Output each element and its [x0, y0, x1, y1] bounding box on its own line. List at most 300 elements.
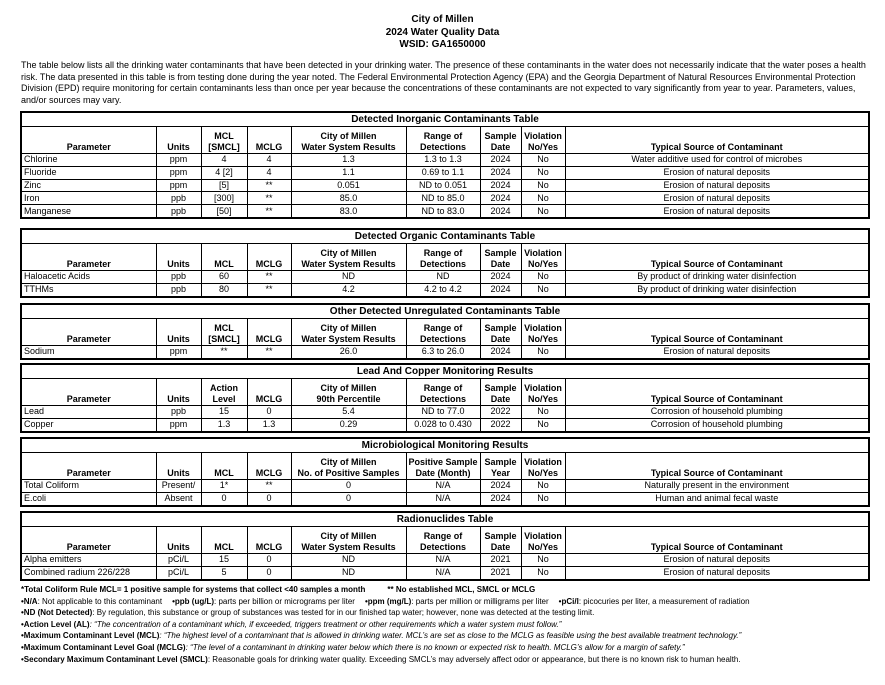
column-header-units: [156, 127, 201, 154]
ppm-term: •ppm (mg/L): [364, 596, 412, 606]
cell-parameter: Alpha emitters: [21, 554, 156, 567]
cell-mcl: [5]: [201, 179, 247, 192]
cell-results: ND: [291, 566, 406, 579]
column-header-results: [291, 127, 406, 154]
cell-violation: No: [521, 192, 565, 205]
cell-parameter: Combined radium 226/228: [21, 566, 156, 579]
column-header-line: Date: [490, 394, 511, 404]
column-header-line: Units: [167, 394, 190, 404]
cell-source: Erosion of natural deposits: [565, 205, 869, 218]
cell-results: 26.0: [291, 346, 406, 359]
column-header-line: Action: [210, 383, 238, 393]
cell-range: N/A: [406, 554, 480, 567]
cell-source: By product of drinking water disinfection: [565, 283, 869, 296]
cell-units: ppm: [156, 154, 201, 167]
column-header-line: Parameter: [66, 542, 111, 552]
note-line-5: [21, 630, 881, 642]
column-header-mclg: [247, 527, 291, 554]
column-header-line: Detections: [419, 394, 466, 404]
cell-units: ppb: [156, 283, 201, 296]
cell-source: Water additive used for control of microbes: [565, 154, 869, 167]
column-header-line: Typical Source of Contaminant: [650, 542, 783, 552]
cell-range: ND: [406, 271, 480, 284]
table-row: [21, 566, 869, 579]
cell-units: ppm: [156, 346, 201, 359]
column-header-line: Date (Month): [415, 468, 471, 478]
column-header-source: [565, 453, 869, 480]
column-header-range: [406, 527, 480, 554]
cell-range: 0.028 to 0.430: [406, 418, 480, 431]
column-header-line: Violation: [524, 248, 562, 258]
column-header-parameter: [21, 127, 156, 154]
column-header-mclg: [247, 379, 291, 406]
cell-violation: No: [521, 205, 565, 218]
cell-parameter: Copper: [21, 418, 156, 431]
cell-source: Erosion of natural deposits: [565, 566, 869, 579]
cell-results: 85.0: [291, 192, 406, 205]
cell-results: ND: [291, 554, 406, 567]
column-header-line: Date: [490, 259, 511, 269]
column-header-sample-date: [480, 244, 521, 271]
cell-range: N/A: [406, 480, 480, 493]
cell-violation: No: [521, 283, 565, 296]
column-header-line: Detections: [419, 142, 466, 152]
column-header-mcl: [201, 453, 247, 480]
column-header-violation: [521, 379, 565, 406]
column-header-line: Violation: [524, 131, 562, 141]
table-title-row: [21, 304, 869, 319]
column-header-line: Parameter: [66, 468, 111, 478]
cell-range: ND to 77.0: [406, 406, 480, 419]
al-definition: : “The concentration of a contaminant which, if exceeded, triggers treatment or other requirements which a water system must follow.”: [89, 619, 562, 629]
cell-source: Erosion of natural deposits: [565, 179, 869, 192]
cell-violation: No: [521, 346, 565, 359]
cell-parameter: Manganese: [21, 205, 156, 218]
column-header-line: No/Yes: [527, 394, 558, 404]
column-header-parameter: [21, 527, 156, 554]
note-line-6: [21, 642, 881, 654]
column-header-source: [565, 379, 869, 406]
na-term: •N/A: [21, 596, 38, 606]
cell-units: ppm: [156, 418, 201, 431]
cell-sample-date: 2024: [480, 283, 521, 296]
table-header-row: [21, 527, 869, 554]
cell-mcl: [50]: [201, 205, 247, 218]
column-header-line: Water System Results: [301, 542, 396, 552]
cell-parameter: Total Coliform: [21, 480, 156, 493]
column-header-line: [SMCL]: [208, 334, 240, 344]
table-row: [21, 406, 869, 419]
cell-mclg: **: [247, 346, 291, 359]
cell-source: Erosion of natural deposits: [565, 192, 869, 205]
table-header-row: [21, 453, 869, 480]
ppb-term: •ppb (ug/L): [172, 596, 214, 606]
cell-sample-date: 2021: [480, 566, 521, 579]
column-header-line: Sample: [484, 131, 517, 141]
column-header-range: [406, 453, 480, 480]
cell-violation: No: [521, 480, 565, 493]
column-header-sample-date: [480, 127, 521, 154]
cell-source: Erosion of natural deposits: [565, 346, 869, 359]
table-row: [21, 192, 869, 205]
table-title: Radionuclides Table: [21, 512, 869, 527]
column-header-line: MCLG: [255, 394, 283, 404]
table-row: [21, 346, 869, 359]
column-header-line: Level: [212, 394, 236, 404]
note-line-2: [21, 596, 881, 608]
table-header-row: [21, 244, 869, 271]
cell-results: ND: [291, 271, 406, 284]
column-header-line: Parameter: [66, 394, 111, 404]
column-header-units: [156, 379, 201, 406]
column-header-sample-date: [480, 527, 521, 554]
smcl-definition: : Reasonable goals for drinking water quality. Exceeding SMCL’s may adversely affect odor or appearance, but there is no known risk to human health.: [207, 654, 741, 664]
column-header-line: City of Millen: [320, 457, 377, 467]
cell-mclg: 0: [247, 406, 291, 419]
column-header-results: [291, 453, 406, 480]
cell-mclg: **: [247, 179, 291, 192]
table-title-row: [21, 438, 869, 453]
al-term: •Action Level (AL): [21, 619, 90, 629]
column-header-line: Violation: [524, 323, 562, 333]
cell-sample-date: 2024: [480, 179, 521, 192]
cell-violation: No: [521, 418, 565, 431]
table-row: [21, 554, 869, 567]
table-row: [21, 492, 869, 505]
cell-mclg: 4: [247, 154, 291, 167]
pci-definition: : picocuries per liter, a measurement of radiation: [578, 596, 750, 606]
no-mcl-note: ** No established MCL, SMCL or MCLG: [387, 585, 536, 594]
column-header-range: [406, 379, 480, 406]
column-header-source: [565, 527, 869, 554]
column-header-line: No/Yes: [527, 142, 558, 152]
column-header-line: No/Yes: [527, 542, 558, 552]
column-header-line: Violation: [524, 383, 562, 393]
column-header-line: No/Yes: [527, 468, 558, 478]
column-header-line: Typical Source of Contaminant: [650, 334, 783, 344]
column-header-line: Positive Sample: [408, 457, 478, 467]
cell-units: pCi/L: [156, 554, 201, 567]
ppb-definition: : parts per billion or micrograms per liter: [214, 596, 355, 606]
cell-range: 4.2 to 4.2: [406, 283, 480, 296]
cell-parameter: Sodium: [21, 346, 156, 359]
table-title: Other Detected Unregulated Contaminants Table: [21, 304, 869, 319]
column-header-violation: [521, 127, 565, 154]
cell-sample-date: 2024: [480, 192, 521, 205]
cell-sample-date: 2024: [480, 480, 521, 493]
cell-mcl: 4: [201, 154, 247, 167]
column-header-violation: [521, 319, 565, 346]
column-header-line: Sample: [484, 323, 517, 333]
table-row: [21, 154, 869, 167]
table-title: Detected Inorganic Contaminants Table: [21, 112, 869, 127]
column-header-results: [291, 527, 406, 554]
cell-results: 1.3: [291, 154, 406, 167]
cell-range: 1.3 to 1.3: [406, 154, 480, 167]
cell-mcl: 60: [201, 271, 247, 284]
column-header-line: Date: [490, 334, 511, 344]
cell-parameter: Lead: [21, 406, 156, 419]
cell-parameter: Haloacetic Acids: [21, 271, 156, 284]
column-header-source: [565, 127, 869, 154]
cell-results: 0: [291, 492, 406, 505]
cell-units: ppb: [156, 406, 201, 419]
table-header-row: [21, 319, 869, 346]
column-header-line: No/Yes: [527, 334, 558, 344]
column-header-line: Violation: [524, 531, 562, 541]
table-title-row: [21, 112, 869, 127]
column-header-line: MCL: [214, 131, 234, 141]
cell-results: 1.1: [291, 166, 406, 179]
cell-violation: No: [521, 566, 565, 579]
column-header-units: [156, 527, 201, 554]
cell-results: 0.29: [291, 418, 406, 431]
column-header-mcl: [201, 319, 247, 346]
cell-range: ND to 83.0: [406, 205, 480, 218]
note-line-7: [21, 654, 881, 666]
column-header-line: Range of: [423, 323, 463, 333]
column-header-range: [406, 127, 480, 154]
coliform-note: *Total Coliform Rule MCL= 1 positive sample for systems that collect <40 samples a month: [21, 585, 366, 594]
column-header-line: City of Millen: [320, 248, 377, 258]
cell-results: 0: [291, 480, 406, 493]
column-header-source: [565, 244, 869, 271]
intro-paragraph: The table below lists all the drinking water contaminants that have been detected in your drinking water. The presence of these contaminants in the water does not necessarily indicate that the water poses a health risk. The data presented in this table is from testing done during the year noted. The Federal Environmental Protection Agency (EPA) and the Georgia Department of Natural Resources Environmental Protection Division (EPD) require monitoring for certain contaminants less than once per year because the concentrations of these contaminants are not expected to vary significantly from year to year. Parameters, values, and/or sources may vary.: [21, 60, 866, 105]
note-line-4: [21, 619, 881, 631]
column-header-line: Date: [490, 542, 511, 552]
column-header-line: Units: [167, 542, 190, 552]
cell-parameter: Iron: [21, 192, 156, 205]
column-header-units: [156, 453, 201, 480]
cell-sample-date: 2022: [480, 418, 521, 431]
column-header-line: MCL: [214, 542, 234, 552]
cell-parameter: E.coli: [21, 492, 156, 505]
column-header-units: [156, 244, 201, 271]
column-header-line: Sample: [484, 248, 517, 258]
column-header-line: MCLG: [255, 334, 283, 344]
cell-violation: No: [521, 554, 565, 567]
cell-mcl: 0: [201, 492, 247, 505]
column-header-line: Sample: [484, 457, 517, 467]
column-header-mcl: [201, 244, 247, 271]
smcl-term: •Secondary Maximum Contaminant Level (SMCL): [21, 654, 208, 664]
column-header-line: MCLG: [255, 542, 283, 552]
column-header-line: Sample: [484, 383, 517, 393]
column-header-line: Violation: [524, 457, 562, 467]
cell-violation: No: [521, 271, 565, 284]
column-header-sample-date: [480, 453, 521, 480]
cell-mcl: 80: [201, 283, 247, 296]
column-header-range: [406, 244, 480, 271]
column-header-results: [291, 379, 406, 406]
column-header-mclg: [247, 244, 291, 271]
column-header-line: MCLG: [255, 259, 283, 269]
cell-units: pCi/L: [156, 566, 201, 579]
column-header-line: Parameter: [66, 334, 111, 344]
table-row: [21, 166, 869, 179]
cell-sample-date: 2021: [480, 554, 521, 567]
cell-mcl: 1*: [201, 480, 247, 493]
report-title: City of Millen: [411, 14, 474, 25]
cell-sample-date: 2024: [480, 205, 521, 218]
table-row: [21, 418, 869, 431]
cell-mclg: 1.3: [247, 418, 291, 431]
cell-parameter: Chlorine: [21, 154, 156, 167]
column-header-mclg: [247, 127, 291, 154]
column-header-line: Year: [490, 468, 511, 478]
note-line-3: [21, 607, 881, 619]
cell-source: Naturally present in the environment: [565, 480, 869, 493]
column-header-line: City of Millen: [320, 323, 377, 333]
column-header-results: [291, 244, 406, 271]
table-title: Microbiological Monitoring Results: [21, 438, 869, 453]
column-header-line: Detections: [419, 334, 466, 344]
column-header-line: City of Millen: [320, 131, 377, 141]
column-header-line: MCL: [214, 323, 234, 333]
table-row: [21, 179, 869, 192]
cell-mcl: 5: [201, 566, 247, 579]
cell-source: Human and animal fecal waste: [565, 492, 869, 505]
cell-range: 0.69 to 1.1: [406, 166, 480, 179]
cell-parameter: TTHMs: [21, 283, 156, 296]
cell-violation: No: [521, 154, 565, 167]
column-header-line: City of Millen: [320, 383, 377, 393]
na-definition: : Not applicable to this contaminant: [37, 596, 163, 606]
contaminant-table: [20, 511, 870, 581]
column-header-line: Range of: [423, 383, 463, 393]
column-header-line: Typical Source of Contaminant: [650, 142, 783, 152]
cell-mclg: **: [247, 480, 291, 493]
cell-results: 5.4: [291, 406, 406, 419]
table-header-row: [21, 127, 869, 154]
column-header-parameter: [21, 244, 156, 271]
contaminant-table: [20, 111, 870, 219]
column-header-line: Typical Source of Contaminant: [650, 394, 783, 404]
column-header-line: Sample: [484, 531, 517, 541]
table-header-row: [21, 379, 869, 406]
column-header-sample-date: [480, 319, 521, 346]
column-header-line: Detections: [419, 542, 466, 552]
column-header-results: [291, 319, 406, 346]
wsid-label: WSID: GA1650000: [399, 39, 486, 50]
cell-results: 4.2: [291, 283, 406, 296]
cell-source: By product of drinking water disinfection: [565, 271, 869, 284]
column-header-violation: [521, 527, 565, 554]
column-header-line: Units: [167, 259, 190, 269]
nd-definition: : By regulation, this substance or group of substances was tested for in our finished tap water; however, none was detected at the testing limit.: [92, 608, 595, 618]
cell-mclg: **: [247, 192, 291, 205]
cell-results: 83.0: [291, 205, 406, 218]
table-title-row: [21, 229, 869, 244]
table-title-row: [21, 364, 869, 379]
column-header-line: MCL: [214, 468, 234, 478]
contaminant-table: [20, 228, 870, 298]
cell-mclg: 0: [247, 566, 291, 579]
column-header-line: MCL: [214, 259, 234, 269]
column-header-line: Water System Results: [301, 142, 396, 152]
cell-mclg: 0: [247, 554, 291, 567]
column-header-line: Range of: [423, 531, 463, 541]
cell-parameter: Fluoride: [21, 166, 156, 179]
ppm-definition: : parts per million or milligrams per liter: [411, 596, 549, 606]
cell-units: Present/: [156, 480, 201, 493]
nd-term: •ND (Not Detected): [21, 608, 93, 618]
cell-source: Corrosion of household plumbing: [565, 418, 869, 431]
cell-mclg: **: [247, 283, 291, 296]
cell-source: Erosion of natural deposits: [565, 166, 869, 179]
cell-mcl: 1.3: [201, 418, 247, 431]
column-header-parameter: [21, 379, 156, 406]
column-header-line: No. of Positive Samples: [297, 468, 400, 478]
column-header-sample-date: [480, 379, 521, 406]
column-header-source: [565, 319, 869, 346]
column-header-violation: [521, 453, 565, 480]
cell-parameter: Zinc: [21, 179, 156, 192]
column-header-line: 90th Percentile: [316, 394, 381, 404]
column-header-parameter: [21, 319, 156, 346]
table-title: Lead And Copper Monitoring Results: [21, 364, 869, 379]
table-row: [21, 480, 869, 493]
mcl-definition: : “The highest level of a contaminant that is allowed in drinking water. MCL’s are set as close to the MCLG as feasible using the best available treatment technology.”: [159, 631, 742, 641]
cell-mclg: **: [247, 205, 291, 218]
column-header-line: Date: [490, 142, 511, 152]
footnotes: [21, 584, 881, 665]
cell-mcl: 15: [201, 406, 247, 419]
cell-mcl: 4 [2]: [201, 166, 247, 179]
column-header-line: Typical Source of Contaminant: [650, 259, 783, 269]
column-header-mcl: [201, 127, 247, 154]
column-header-line: Range of: [423, 131, 463, 141]
column-header-mcl: [201, 379, 247, 406]
table-row: [21, 271, 869, 284]
column-header-line: Typical Source of Contaminant: [650, 468, 783, 478]
column-header-line: [SMCL]: [208, 142, 240, 152]
column-header-line: Parameter: [66, 142, 111, 152]
cell-sample-date: 2024: [480, 166, 521, 179]
cell-sample-date: 2024: [480, 492, 521, 505]
mcl-term: •Maximum Contaminant Level (MCL): [21, 631, 160, 641]
column-header-line: MCLG: [255, 142, 283, 152]
cell-violation: No: [521, 406, 565, 419]
cell-range: ND to 0.051: [406, 179, 480, 192]
column-header-line: Units: [167, 334, 190, 344]
column-header-mclg: [247, 453, 291, 480]
cell-results: 0.051: [291, 179, 406, 192]
contaminant-table: [20, 303, 870, 360]
column-header-mcl: [201, 527, 247, 554]
cell-violation: No: [521, 492, 565, 505]
contaminant-table: [20, 437, 870, 507]
column-header-line: Water System Results: [301, 259, 396, 269]
column-header-line: Range of: [423, 248, 463, 258]
cell-violation: No: [521, 179, 565, 192]
column-header-line: Water System Results: [301, 334, 396, 344]
cell-sample-date: 2024: [480, 154, 521, 167]
column-header-line: City of Millen: [320, 531, 377, 541]
table-row: [21, 283, 869, 296]
cell-source: Corrosion of household plumbing: [565, 406, 869, 419]
report-header: [0, 14, 885, 52]
column-header-range: [406, 319, 480, 346]
cell-units: Absent: [156, 492, 201, 505]
cell-range: 6.3 to 26.0: [406, 346, 480, 359]
cell-mcl: **: [201, 346, 247, 359]
table-row: [21, 205, 869, 218]
table-title-row: [21, 512, 869, 527]
cell-units: ppm: [156, 166, 201, 179]
cell-mcl: 15: [201, 554, 247, 567]
column-header-line: Detections: [419, 259, 466, 269]
